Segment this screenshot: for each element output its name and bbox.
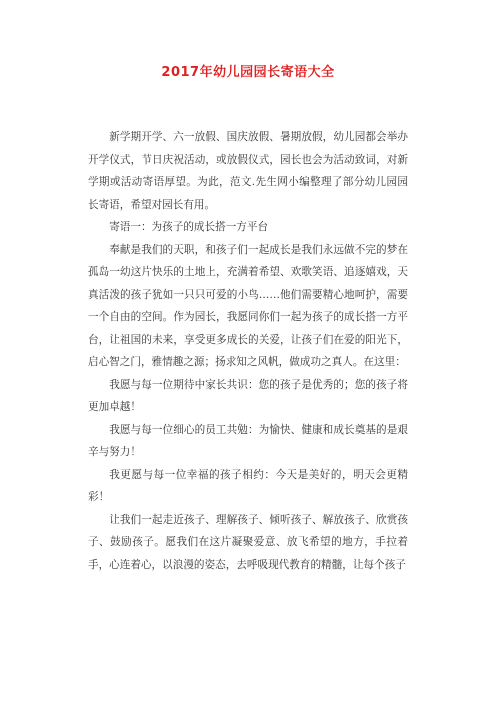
document-body xyxy=(88,126,408,576)
paragraph-dedication: 奉献是我们的天职，和孩子们一起成长是我们永远做不完的梦在孤岛一幼这片快乐的土地上，充满着希望、欢歌笑语、追逐嬉戏，天真活泼的孩子犹如一只只可爱的小鸟……他们需要精心地呵护，需要一个自由的空间。作为园长，我愿同你们一起为孩子的成长搭一方平台，让祖国的未来，享受更多成长的关爱，让孩子们在爱的阳光下，启心智之门，雅情趣之源；扬求知之风帆，做成功之真人。在这里： xyxy=(88,243,408,368)
document-title: 2017年幼儿园园长寄语大全 xyxy=(161,65,335,80)
paragraph-parents: 我愿与每一位期待中家长共识：您的孩子是优秀的；您的孩子将更加卓越！ xyxy=(88,378,408,413)
paragraph-closing: 让我们一起走近孩子、理解孩子、倾听孩子、解放孩子、欣赏孩子、鼓励孩子。愿我们在这片凝聚爱意、放飞希望的地方，手拉着手，心连着心，以浪漫的姿态，去呼吸现代教育的精髓，让每个孩子 xyxy=(88,513,408,571)
paragraph-staff: 我愿与每一位细心的员工共勉：为愉快、健康和成长奠基的是艰辛与努力！ xyxy=(88,423,408,458)
paragraph-intro: 新学期开学、六一放假、国庆放假、暑期放假，幼儿园都会举办开学仪式，节日庆祝活动，或放假仪式，园长也会为活动致词，对新学期或活动寄语厚望。为此，范文.先生网小编整理了部分幼儿园园长寄语，希望对园长有用。 xyxy=(88,131,408,211)
paragraph-heading-message-one: 寄语一：为孩子的成长搭一方平台 xyxy=(109,221,269,233)
paragraph-children: 我更愿与每一位幸福的孩子相约：今天是美好的，明天会更精彩！ xyxy=(88,468,408,503)
